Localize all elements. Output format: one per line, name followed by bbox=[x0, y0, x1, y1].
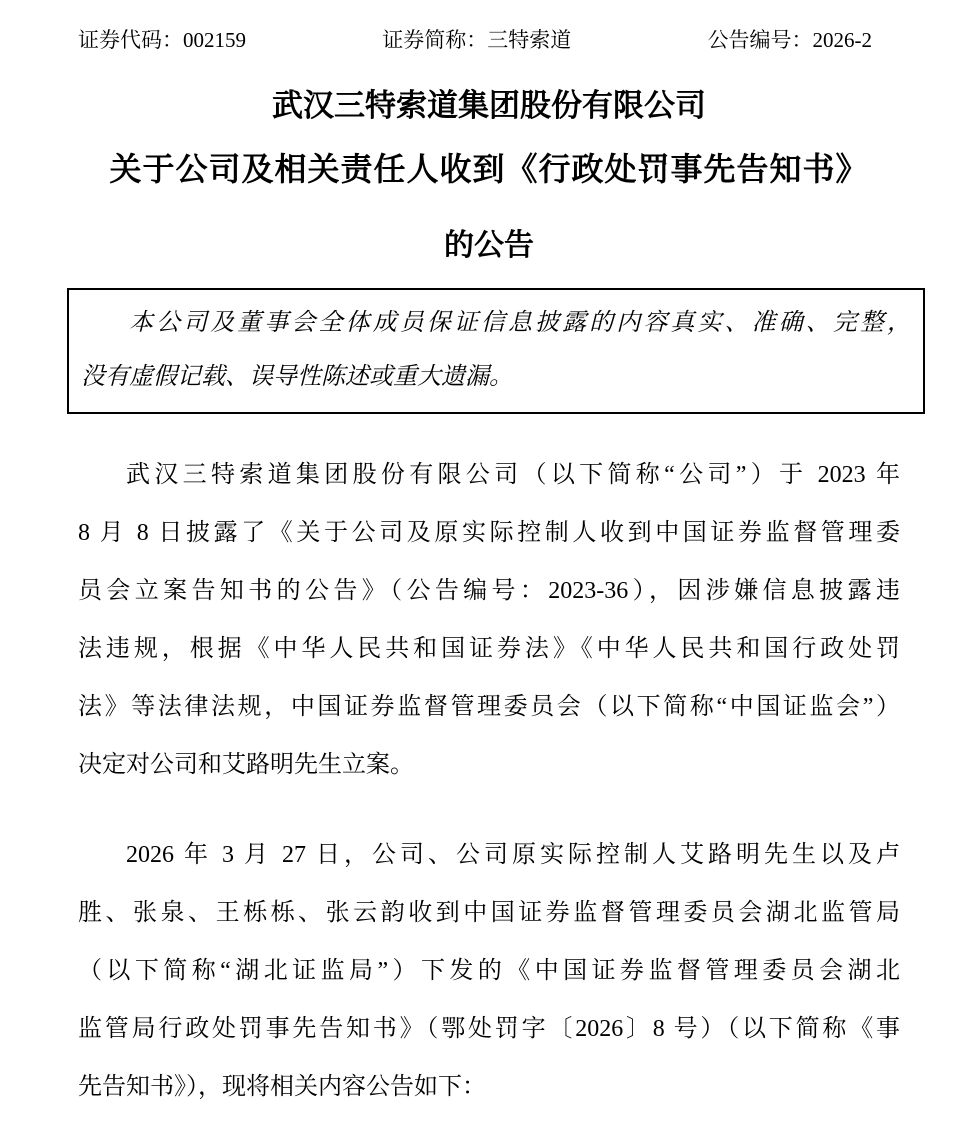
body-content bbox=[78, 446, 900, 1116]
stock-code: 证券代码：002159 bbox=[78, 28, 246, 52]
text-line: 2026 年 3 月 27 日，公司、公司原实际控制人艾路明先生以及卢 bbox=[126, 842, 900, 868]
text-line: 胜、张泉、王栎栎、张云韵收到中国证券监督管理委员会湖北监管局 bbox=[78, 900, 900, 926]
company-name-title: 武汉三特索道集团股份有限公司 bbox=[272, 88, 706, 123]
announcement-title: 关于公司及相关责任人收到《行政处罚事先告知书》 bbox=[109, 151, 869, 187]
document-header bbox=[78, 26, 900, 54]
announcement-title-suffix: 的公告 bbox=[444, 229, 534, 262]
text-line: 武汉三特索道集团股份有限公司（以下简称“公司”）于 2023 年 bbox=[126, 462, 900, 488]
announcement-number: 公告编号：2026-2 bbox=[707, 28, 872, 52]
disclaimer-line: 本公司及董事会全体成员保证信息披露的内容真实、准确、完整， bbox=[129, 310, 911, 336]
body-paragraph bbox=[78, 826, 900, 1116]
text-line: 员会立案告知书的公告》（公告编号：2023-36），因涉嫌信息披露违 bbox=[78, 578, 900, 604]
text-line: 8 月 8 日披露了《关于公司及原实际控制人收到中国证券监督管理委 bbox=[78, 520, 900, 546]
text-line: （以下简称“湖北证监局”）下发的《中国证券监督管理委员会湖北 bbox=[78, 958, 900, 984]
disclaimer-line: 没有虚假记载、误导性陈述或重大遗漏。 bbox=[81, 364, 513, 390]
text-line: 决定对公司和艾路明先生立案。 bbox=[78, 752, 414, 778]
text-line: 监管局行政处罚事先告知书》（鄂处罚字〔2026〕8 号）（以下简称《事 bbox=[78, 1016, 900, 1042]
text-line: 法违规，根据《中华人民共和国证券法》《中华人民共和国行政处罚 bbox=[78, 636, 900, 662]
text-line: 先告知书》），现将相关内容公告如下： bbox=[78, 1074, 486, 1100]
body-paragraph bbox=[78, 446, 900, 794]
disclaimer-box bbox=[67, 288, 925, 414]
text-line: 法》等法律法规，中国证券监督管理委员会（以下简称“中国证监会”） bbox=[78, 694, 900, 720]
stock-name: 证券简称：三特索道 bbox=[382, 28, 572, 52]
